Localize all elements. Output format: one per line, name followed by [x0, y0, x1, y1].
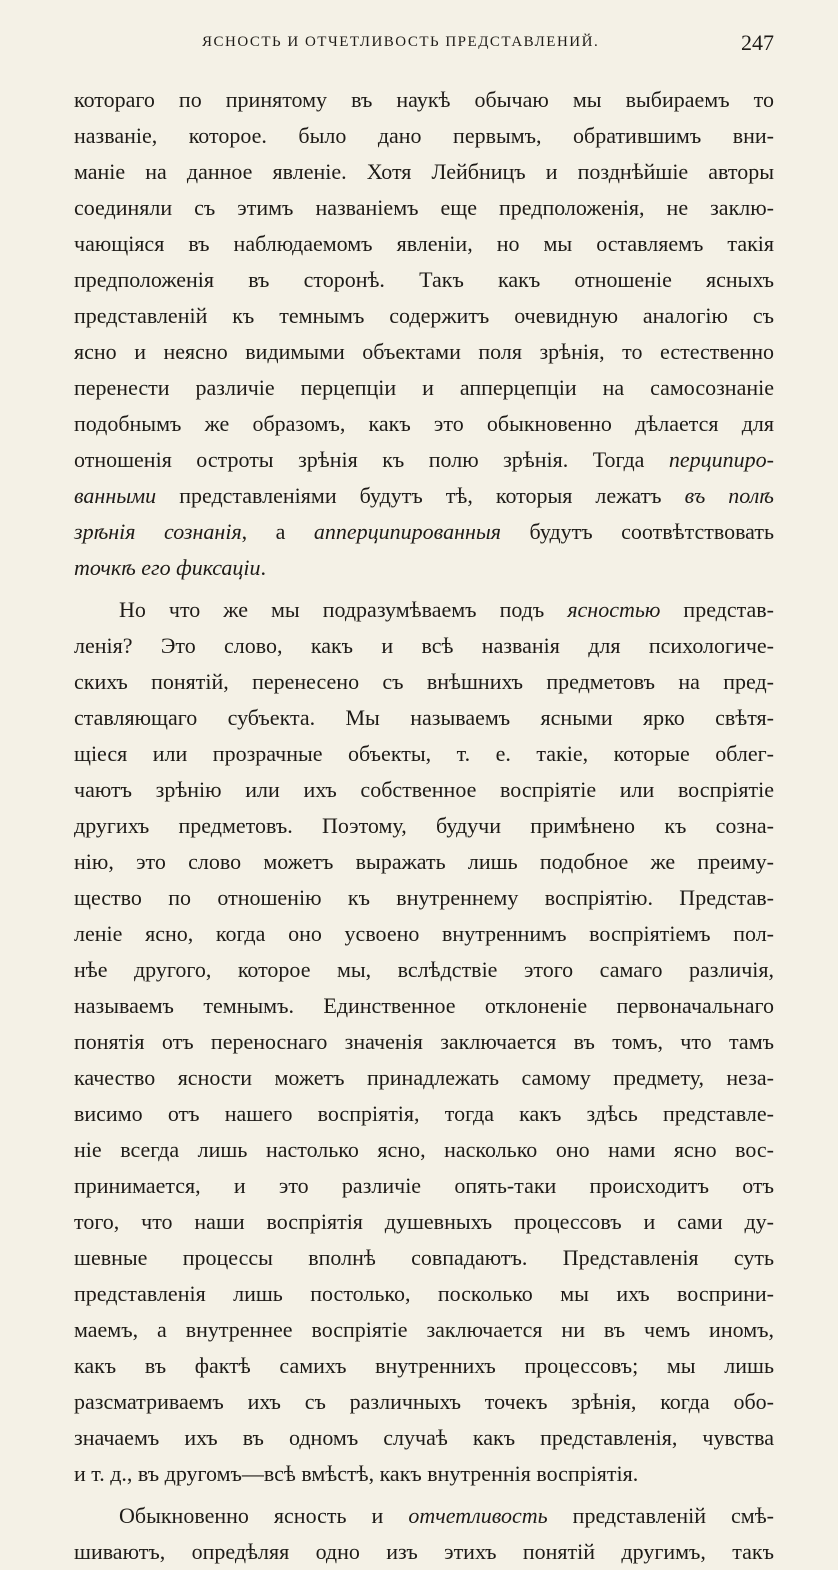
- text-run: называемъ темнымъ. Единственное отклоненіе первоначальнаго: [74, 993, 774, 1018]
- text-line: [74, 514, 774, 550]
- text-run: представ-: [660, 597, 774, 622]
- text-line: [74, 988, 774, 1024]
- italic-text: апперципированныя: [313, 519, 502, 544]
- italic-text: ванными: [74, 483, 157, 508]
- text-run: .: [260, 555, 267, 580]
- text-line: [74, 226, 774, 262]
- text-line: [74, 1204, 774, 1240]
- text-run: щіеся или прозрачные объекты, т. е. такіе, которые облег-: [74, 741, 774, 766]
- text-run: названіе, которое. было дано первымъ, обратившимъ вни-: [74, 123, 774, 148]
- text-run: соединяли съ этимъ названіемъ еще предположенія, не заклю-: [74, 195, 774, 220]
- paragraph: [74, 1498, 774, 1570]
- text-run: представленія лишь постолько, посколько мы ихъ восприни-: [74, 1281, 774, 1306]
- text-run: шиваютъ, опредѣляя одно изъ этихъ понятій другимъ, такъ: [74, 1539, 774, 1564]
- text-line: [74, 808, 774, 844]
- text-line: [74, 880, 774, 916]
- italic-text: въ полѣ: [684, 483, 774, 508]
- italic-text: точкѣ его фиксаціи: [74, 555, 261, 580]
- text-line: [74, 82, 774, 118]
- text-run: маніе на данное явленіе. Хотя Лейбницъ и позднѣйшіе авторы: [74, 159, 774, 184]
- text-run: щество по отношенію къ внутреннему воспріятію. Представ-: [74, 885, 774, 910]
- text-line: [74, 1024, 774, 1060]
- text-run: будутъ соотвѣтствовать: [501, 519, 775, 544]
- text-line: [74, 664, 774, 700]
- text-line: [74, 298, 774, 334]
- text-line: [74, 1498, 774, 1534]
- text-run: ленія? Это слово, какъ и всѣ названія для психологиче-: [74, 633, 774, 658]
- text-run: качество ясности можетъ принадлежать самому предмету, неза-: [74, 1065, 774, 1090]
- text-run: Но что же мы подразумѣваемъ подъ: [119, 597, 568, 622]
- text-line: [74, 334, 774, 370]
- text-run: значаемъ ихъ въ одномъ случаѣ какъ представленія, чувства: [74, 1425, 774, 1450]
- text-line: [74, 1534, 774, 1570]
- italic-text: ясностью: [567, 597, 661, 622]
- text-line: [74, 118, 774, 154]
- text-run: представленій смѣ-: [547, 1503, 775, 1528]
- text-run: предположенія въ сторонѣ. Такъ какъ отношеніе ясныхъ: [74, 267, 774, 292]
- text-run: принимается, и это различіе опять-таки происходитъ отъ: [74, 1173, 774, 1198]
- text-line: [74, 1384, 774, 1420]
- text-run: чаютъ зрѣнію или ихъ собственное воспріятіе или воспріятіе: [74, 777, 774, 802]
- italic-text: отчетливость: [408, 1503, 548, 1528]
- page-number: 247: [741, 30, 774, 55]
- running-title: ЯСНОСТЬ И ОТЧЕТЛИВОСТЬ ПРЕДСТАВЛЕНИЙ.: [202, 34, 600, 50]
- text-run: , а: [241, 519, 314, 544]
- text-run: ніе всегда лишь настолько ясно, насколько оно нами ясно вос-: [74, 1137, 774, 1162]
- text-run: подобнымъ же образомъ, какъ это обыкновенно дѣлается для: [74, 411, 774, 436]
- text-line: [74, 1096, 774, 1132]
- text-line: [74, 406, 774, 442]
- text-line: [74, 592, 774, 628]
- text-line: [74, 1420, 774, 1456]
- text-run: ставляющаго субъекта. Мы называемъ ясными ярко свѣтя-: [74, 705, 774, 730]
- text-line: [74, 916, 774, 952]
- text-run: чающіяся въ наблюдаемомъ явленіи, но мы оставляемъ такія: [74, 231, 774, 256]
- text-line: [74, 700, 774, 736]
- text-line: [74, 1456, 774, 1492]
- text-run: маемъ, а внутреннее воспріятіе заключается ни въ чемъ иномъ,: [74, 1317, 774, 1342]
- text-run: Обыкновенно ясность и: [119, 1503, 409, 1528]
- paragraph: [74, 592, 774, 1492]
- text-run: разсматриваемъ ихъ съ различныхъ точекъ зрѣнія, когда обо-: [74, 1389, 774, 1414]
- text-run: нѣе другого, которое мы, вслѣдствіе этого самаго различія,: [74, 957, 774, 982]
- text-line: [74, 370, 774, 406]
- text-line: [74, 1348, 774, 1384]
- text-line: [74, 952, 774, 988]
- text-run: отношенія остроты зрѣнія къ полю зрѣнія. Тогда: [74, 447, 669, 472]
- text-run: скихъ понятій, перенесено съ внѣшнихъ предметовъ на пред-: [74, 669, 774, 694]
- text-run: представленіями будутъ тѣ, которыя лежатъ: [156, 483, 685, 508]
- text-run: перенести различіе перцепціи и апперцепціи на самосознаніе: [74, 375, 774, 400]
- text-line: [74, 154, 774, 190]
- text-body: [74, 82, 774, 1570]
- text-run: леніе ясно, когда оно усвоено внутреннимъ воспріятіемъ пол-: [74, 921, 774, 946]
- text-run: висимо отъ нашего воспріятія, тогда какъ здѣсь представле-: [74, 1101, 774, 1126]
- text-run: нію, это слово можетъ выражать лишь подобное же преиму-: [74, 849, 774, 874]
- text-line: [74, 262, 774, 298]
- text-run: шевные процессы вполнѣ совпадаютъ. Представленія суть: [74, 1245, 774, 1270]
- text-run: другихъ предметовъ. Поэтому, будучи примѣнено къ созна-: [74, 813, 774, 838]
- text-run: понятія отъ переноснаго значенія заключается въ томъ, что тамъ: [74, 1029, 774, 1054]
- italic-text: перципиро-: [668, 447, 774, 472]
- text-line: [74, 1060, 774, 1096]
- text-line: [74, 190, 774, 226]
- text-line: [74, 772, 774, 808]
- text-run: и т. д., въ другомъ—всѣ вмѣстѣ, какъ внутреннія воспріятія.: [74, 1461, 639, 1486]
- text-run: того, что наши воспріятія душевныхъ процессовъ и сами ду-: [74, 1209, 774, 1234]
- text-line: [74, 442, 774, 478]
- text-run: котораго по принятому въ наукѣ обычаю мы выбираемъ то: [74, 87, 774, 112]
- running-head: [74, 30, 774, 58]
- text-line: [74, 736, 774, 772]
- text-run: представленій къ темнымъ содержитъ очевидную аналогію съ: [74, 303, 774, 328]
- text-run: ясно и неясно видимыми объектами поля зрѣнія, то естественно: [74, 339, 774, 364]
- text-line: [74, 628, 774, 664]
- text-line: [74, 1276, 774, 1312]
- italic-text: зрѣнія сознанія: [74, 519, 242, 544]
- text-line: [74, 1132, 774, 1168]
- text-line: [74, 844, 774, 880]
- text-run: какъ въ фактѣ самихъ внутреннихъ процессовъ; мы лишь: [74, 1353, 774, 1378]
- text-line: [74, 1312, 774, 1348]
- text-line: [74, 1240, 774, 1276]
- text-line: [74, 550, 774, 586]
- text-line: [74, 478, 774, 514]
- paragraph: [74, 82, 774, 586]
- text-line: [74, 1168, 774, 1204]
